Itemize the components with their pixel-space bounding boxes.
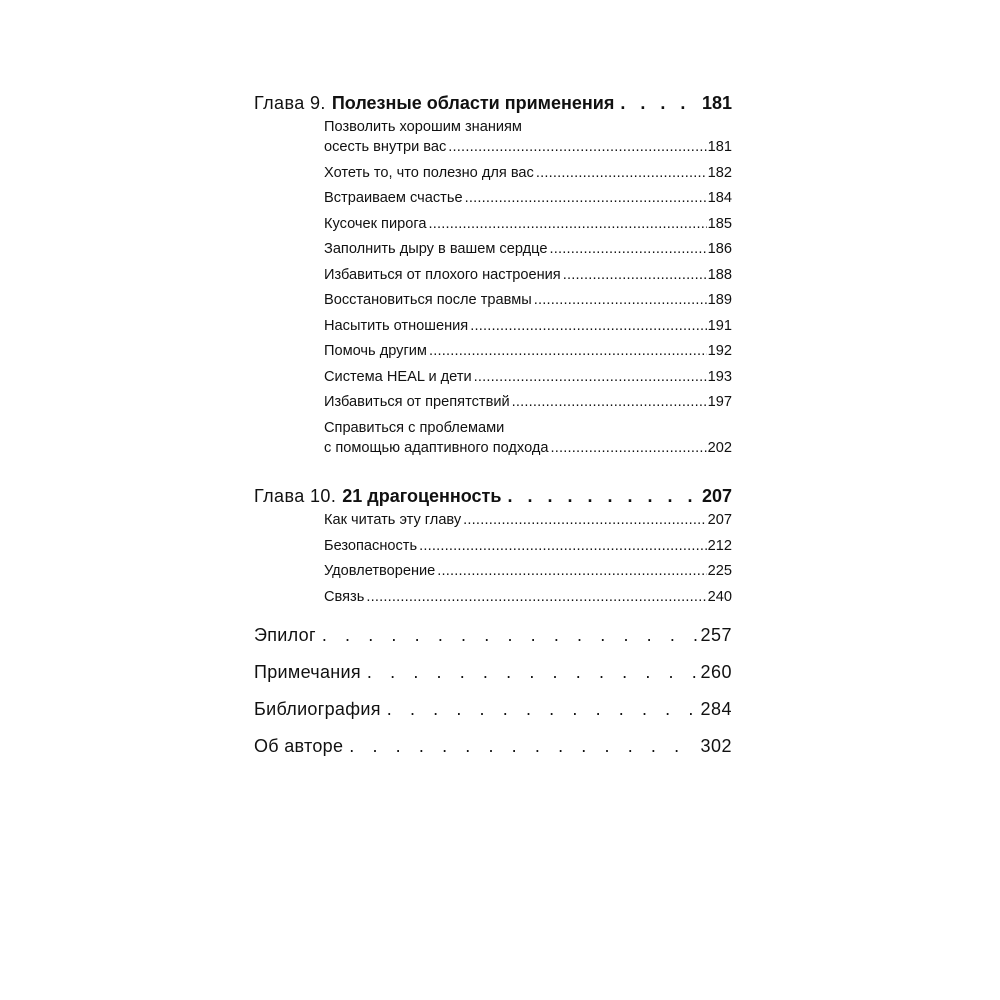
- toc-entry: [324, 561, 732, 581]
- toc-entry: [324, 163, 732, 183]
- toc-entry: [324, 265, 732, 285]
- dot-leader: [512, 392, 707, 412]
- chapter-page-number: 207: [701, 486, 732, 506]
- toc-epilogue: [254, 622, 732, 648]
- chapter-10-sections: [324, 510, 732, 607]
- toc-entry: [324, 188, 732, 208]
- toc-entry-title: с помощью адаптивного подхода: [324, 439, 549, 456]
- toc-entry-page: 212: [707, 537, 732, 554]
- dot-leader: [534, 290, 707, 310]
- dot-leader: [563, 265, 707, 285]
- toc-entry-page: 189: [707, 292, 732, 308]
- toc-entry-page: 186: [707, 241, 732, 257]
- toc-entry-title: Безопасность: [324, 537, 418, 554]
- dot-leader: [429, 341, 707, 361]
- toc-entry-title: Кусочек пирога: [324, 215, 427, 232]
- dot-leader: [465, 188, 707, 208]
- toc-entry-page: 184: [707, 190, 732, 206]
- toc-entry-title: Восстановиться после травмы: [324, 292, 532, 308]
- dot-leader: [448, 137, 706, 157]
- toc-entry-title-line1: Позволить хорошим знаниям: [324, 119, 522, 135]
- dot-leader: [549, 239, 706, 259]
- toc-entry-title-line1: Справиться с проблемами: [324, 419, 505, 436]
- dot-leader: [470, 316, 706, 336]
- toc-entry-page: 181: [707, 139, 732, 155]
- dot-leader: [428, 214, 706, 234]
- toc-entry-page: 302: [700, 736, 732, 756]
- toc-entry-title: Система HEAL и дети: [324, 368, 472, 385]
- dot-leader: [507, 483, 698, 509]
- chapter-prefix: Глава 9.: [254, 93, 326, 113]
- dot-leader: [367, 659, 699, 685]
- chapter-10-heading: [254, 483, 732, 509]
- toc-entry-page: 197: [707, 394, 732, 410]
- toc-entry-title: осесть внутри вас: [324, 139, 447, 155]
- toc-notes: [254, 659, 732, 685]
- toc-entry-page: 185: [707, 215, 732, 232]
- chapter-prefix: Глава 10.: [254, 486, 337, 506]
- dot-leader: [437, 561, 706, 581]
- toc-entry-title: Об авторе: [254, 736, 344, 756]
- toc-entry-title: Эпилог: [254, 625, 316, 645]
- toc-entry: [324, 341, 732, 361]
- toc-entry-page: 182: [707, 164, 732, 181]
- dot-leader: [366, 587, 706, 607]
- dot-leader: [419, 536, 707, 556]
- dot-leader: [536, 163, 707, 183]
- toc-entry: [324, 536, 732, 556]
- chapter-title: Полезные области применения: [331, 93, 615, 113]
- toc-entry-page: 207: [707, 512, 732, 528]
- chapter-page-number: 181: [701, 93, 732, 113]
- toc-entry-title: Примечания: [254, 662, 361, 682]
- toc-entry: [324, 214, 732, 234]
- toc-entry-page: 260: [700, 662, 732, 682]
- dot-leader: [322, 622, 699, 648]
- toc-entry-page: 191: [707, 317, 732, 334]
- toc-entry: [324, 392, 732, 412]
- toc-entry-title: Как читать эту главу: [324, 512, 462, 528]
- toc-entry-title: Библиография: [254, 699, 381, 719]
- chapter-9-sections: [324, 117, 732, 458]
- toc-entry: [324, 239, 732, 259]
- toc-entry-title: Заполнить дыру в вашем сердце: [324, 241, 548, 257]
- toc-entry-page: 188: [707, 266, 732, 283]
- dot-leader: [463, 510, 706, 530]
- toc-entry-title: Встраиваем счастье: [324, 190, 463, 206]
- dot-leader: [349, 733, 698, 759]
- toc-entry: [324, 587, 732, 607]
- dot-leader: [474, 367, 707, 387]
- toc-entry-title: Удовлетворение: [324, 563, 436, 579]
- dot-leader: [387, 696, 699, 722]
- chapter-9-heading: [254, 90, 732, 116]
- toc-entry: [324, 290, 732, 310]
- toc-entry-title: Насытить отношения: [324, 317, 469, 334]
- toc-entry-page: 193: [707, 368, 732, 385]
- toc-entry-page: 257: [700, 625, 732, 645]
- chapter-title: 21 драгоценность: [342, 486, 502, 506]
- toc-entry-title: Избавиться от плохого настроения: [324, 266, 561, 283]
- toc-entry-title: Помочь другим: [324, 343, 427, 359]
- toc-entry-title: Избавиться от препятствий: [324, 394, 510, 410]
- toc-entry: [324, 117, 732, 157]
- toc-entry-title: Хотеть то, что полезно для вас: [324, 164, 534, 181]
- toc-entry: [324, 316, 732, 336]
- toc-about-author: [254, 733, 732, 759]
- toc-entry-page: 202: [707, 439, 732, 456]
- toc-entry-title: Связь: [324, 588, 365, 605]
- dot-leader: [551, 438, 707, 458]
- toc-entry: [324, 510, 732, 530]
- table-of-contents: [254, 90, 732, 759]
- dot-leader: [620, 90, 698, 116]
- toc-entry-page: 192: [707, 343, 732, 359]
- toc-bibliography: [254, 696, 732, 722]
- toc-entry: [324, 367, 732, 387]
- toc-entry-page: 240: [707, 588, 732, 605]
- toc-entry: [324, 418, 732, 458]
- toc-entry-page: 284: [700, 699, 732, 719]
- toc-entry-page: 225: [707, 563, 732, 579]
